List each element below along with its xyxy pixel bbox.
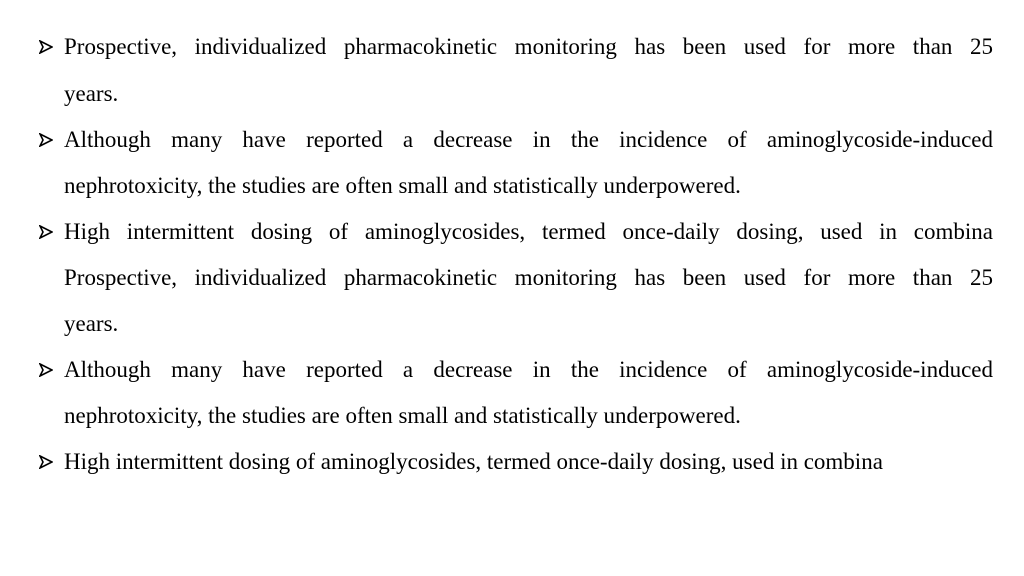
- bullet-item: [0, 347, 1024, 393]
- arrow-head-bullet-icon: [36, 347, 56, 393]
- arrow-head-bullet-icon: [36, 24, 56, 70]
- arrow-head-bullet-icon: [36, 209, 56, 255]
- arrow-head-bullet-icon: [36, 439, 56, 485]
- bullet-item: [0, 24, 1024, 70]
- bullet-text-line: years.: [64, 81, 119, 106]
- bullet-text-line: Prospective, individualized pharmacokinetic monitoring has been used for more than 25: [64, 265, 993, 290]
- bullet-text-line: Although many have reported a decrease in the incidence of aminoglycoside-induced: [64, 127, 993, 152]
- bullet-item: [0, 439, 1024, 485]
- bullet-item: [0, 117, 1024, 163]
- bullet-item: [0, 209, 1024, 255]
- bullet-continuation: [0, 393, 1024, 439]
- bullet-text-line: Prospective, individualized pharmacokinetic monitoring has been used for more than 25: [64, 34, 993, 59]
- bullet-text-line: High intermittent dosing of aminoglycosides, termed once-daily dosing, used in combina: [64, 219, 993, 244]
- bullet-text-line: years.: [64, 311, 119, 336]
- bullet-text-line: Although many have reported a decrease in the incidence of aminoglycoside-induced: [64, 357, 993, 382]
- bullet-text-line: nephrotoxicity, the studies are often small and statistically underpowered.: [64, 403, 741, 428]
- bullet-text-line: High intermittent dosing of aminoglycosides, termed once-daily dosing, used in combina: [64, 449, 883, 474]
- arrow-head-bullet-icon: [36, 117, 56, 163]
- bullet-continuation: [0, 301, 1024, 347]
- bullet-continuation: [0, 255, 1024, 301]
- bullet-text-line: nephrotoxicity, the studies are often small and statistically underpowered.: [64, 173, 741, 198]
- bullet-continuation: [0, 71, 1024, 117]
- bullet-continuation: [0, 163, 1024, 209]
